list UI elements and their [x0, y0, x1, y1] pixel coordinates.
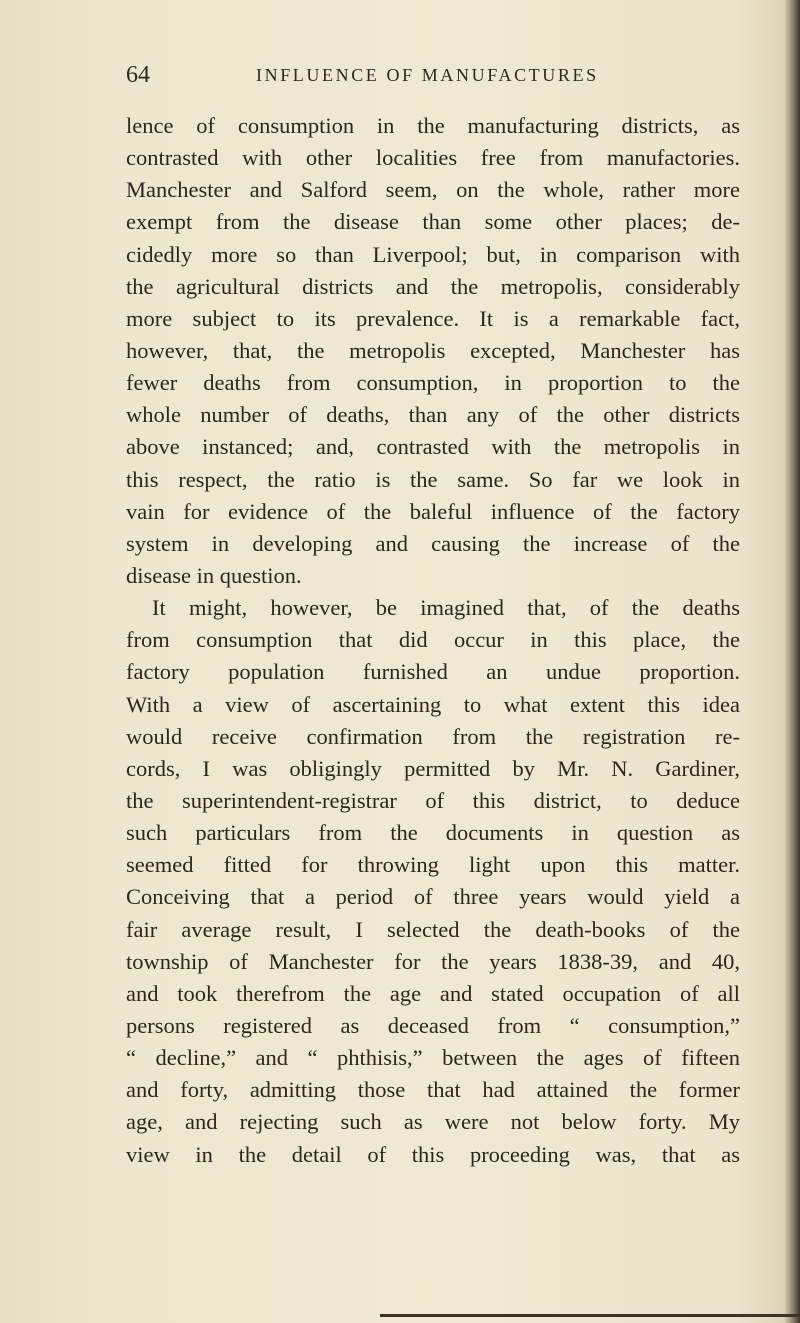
page-header: [126, 62, 740, 94]
paragraph-end-line: disease in question.: [126, 562, 302, 588]
text-line: age, and rejecting such as were not below forty. My: [126, 1109, 740, 1135]
text-line: and forty, admitting those that had attained the former: [126, 1077, 740, 1103]
text-line: factory population furnished an undue proportion.: [126, 659, 740, 685]
text-line: view in the detail of this proceeding was, that as: [126, 1141, 740, 1167]
page-edge-shadow: [784, 0, 800, 1323]
paragraph-start-line: It might, however, be imagined that, of the deaths: [152, 595, 740, 621]
text-line: Conceiving that a period of three years would yield a: [126, 884, 740, 910]
text-line: fewer deaths from consumption, in proportion to the: [126, 370, 740, 396]
text-line: fair average result, I selected the death-books of the: [126, 916, 740, 942]
text-line: seemed fitted for throwing light upon this matter.: [126, 852, 740, 878]
text-line: from consumption that did occur in this place, the: [126, 627, 740, 653]
text-line: the agricultural districts and the metropolis, considerably: [126, 273, 740, 299]
text-line: more subject to its prevalence. It is a remarkable fact,: [126, 305, 740, 331]
text-line: vain for evidence of the baleful influence of the factory: [126, 498, 740, 524]
text-line: persons registered as deceased from “ consumption,”: [126, 1012, 740, 1038]
text-line: cords, I was obligingly permitted by Mr. N. Gardiner,: [126, 755, 740, 781]
body-text: [126, 110, 740, 1171]
page-number: 64: [126, 62, 150, 88]
running-title: INFLUENCE OF MANUFACTURES: [256, 65, 599, 85]
text-line: and took therefrom the age and stated occupation of all: [126, 980, 740, 1006]
text-line: “ decline,” and “ phthisis,” between the ages of fifteen: [126, 1045, 740, 1071]
bottom-edge-line: [380, 1314, 800, 1317]
text-line: system in developing and causing the increase of the: [126, 530, 740, 556]
text-line: lence of consumption in the manufacturing districts, as: [126, 113, 740, 138]
text-line: above instanced; and, contrasted with the metropolis in: [126, 434, 740, 460]
text-line: would receive confirmation from the registration re-: [126, 723, 740, 749]
text-line: the superintendent-registrar of this district, to deduce: [126, 787, 740, 813]
text-line: whole number of deaths, than any of the other districts: [126, 402, 740, 428]
text-line: township of Manchester for the years 1838-39, and 40,: [126, 948, 740, 974]
text-line: such particulars from the documents in question as: [126, 820, 740, 846]
text-line: Manchester and Salford seem, on the whole, rather more: [126, 177, 740, 203]
text-line: exempt from the disease than some other places; de-: [126, 209, 740, 235]
text-line: contrasted with other localities free from manufactories.: [126, 145, 740, 171]
text-line: cidedly more so than Liverpool; but, in comparison with: [126, 241, 740, 267]
text-line: this respect, the ratio is the same. So far we look in: [126, 466, 740, 492]
text-line: however, that, the metropolis excepted, Manchester has: [126, 337, 740, 363]
text-line: With a view of ascertaining to what extent this idea: [126, 691, 740, 717]
